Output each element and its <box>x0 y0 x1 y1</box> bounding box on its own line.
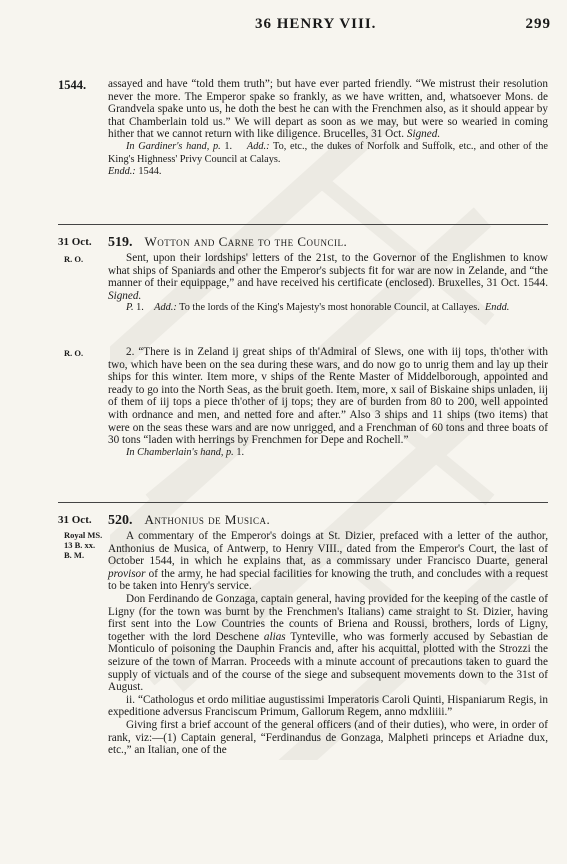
entry-520-body <box>108 530 548 757</box>
entry-519-sub-margin <box>58 348 83 358</box>
continuation-note: In Gardiner's hand, p. 1. Add.: To, etc., the dukes of Norfolk and Suffolk, etc., and other of the King's Highness' Privy Council at Calays. <box>108 140 549 165</box>
enclosure-note: In Chamberlain's hand, p. 1. <box>126 446 245 458</box>
continuation-body: assayed and have “told them truth”; but have ever parted friendly. “We mistrust their resolution never the more. The Emperor spake so frankly, as we have written, and, whatsoever Mons. de Grandvela spake unto us, he doth the best he can with the Frenchmen also, as it should appear by that Chamberlain told us.” We will depart as soon as we may, but were so wearied in coming hither that we cannot return with like diligence. Brucelles, 31 Oct. Signed. <box>108 78 548 141</box>
divider <box>58 224 548 225</box>
entry-number: 519. <box>108 235 133 250</box>
entry-520-margin <box>58 514 102 560</box>
entry-520-title <box>108 512 270 529</box>
entry-date: 31 Oct. <box>58 236 92 248</box>
running-header <box>0 16 567 36</box>
entry-520-para-1: A commentary of the Emperor's doings at St. Dizier, prefaced with a letter of the author, Anthonius de Musica, of Antwerp, to Henry VIII., dated from the Emperor's Court, the last of October 1544, in which he explains that, as a commissary under Francisco Duarte, general provisor of the army, he had special facilities for knowing the truth, and concludes with a request to be taken into Henry's service. <box>108 530 549 593</box>
entry-heading: Wotton and Carne to the Council. <box>144 234 348 249</box>
sub-source: R. O. <box>64 348 84 358</box>
entry-520-para-4: Giving first a brief account of the general officers (and of their duties), who were, in order of rank, viz:—(1) Captain general, “Ferdinandus de Gonzaga, Malpheti princeps et Ariadne dux, etc.,” an Italian, one of the <box>108 718 548 757</box>
continuation-endorsement: Endd.: 1544. <box>108 166 162 178</box>
divider <box>58 502 548 503</box>
entry-519-text: Sent, upon their lordships' letters of the 21st, to the Governor of the Englishmen to know what ships of Spaniards and other the Emperor's subjects fit for war are now in Zelande, and “the manner of their equippage,” and have received his certificate (enclosed). Bruxelles, 31 Oct. 1544. Signed. <box>108 252 548 302</box>
year-label: 1544. <box>58 78 87 92</box>
entry-source: R. O. <box>64 254 84 264</box>
entry-number: 520. <box>108 513 133 528</box>
entry-date: 31 Oct. <box>58 514 92 526</box>
source-line: 13 B. xx. <box>64 540 96 550</box>
entry-520-para-2: Don Ferdinando de Gonzaga, captain general, having provided for the keeping of the castle of Ligny (for the town was burnt by the Frenchmen's Italians) came straight to St. Dizier, having first sent into the Low Countries the counts of Briena and Roussi, brothers, lords of Ligny, together with the lord Deschene alias Tynteville, who was formerly accused by Sebastian de Monticulo of poisoning the Dauphin Francis and, after his acquittal, plotted with the Strozzi the seizure of the town of Marran. Proceeds with a minute account of precautions taken to guard the supply of victuals and of the course of the siege and subsequent movements down to the 31st of August. <box>108 592 548 694</box>
entry-heading: Anthonius de Musica. <box>144 512 271 527</box>
continuation-block <box>108 78 548 179</box>
enclosure-text: 2. “There is in Zeland ij great ships of th'Admiral of Slews, one with iij tops, th'other with two, which have been on the sea during these wars, and do now go to unrig them and lay up their ships for this winter. Item more, v ships of the Rente Master of Middelborough, appointed and ready to go into the North Seas, as the bruit goeth. Item, more, x sail of Biskaine ships unladen, iij of them of iij tops a piece th'other of ij tops; they are of burden from 80 to 200, well appointed with ordnance and men, and netted fore and after.” Also 3 ships and 11 ships (two items) that were on the seas these wars and are now unrigged, and a Frenchman of 60 tons and three boats of 30 tons “laden with herrings by Frenchmen for Depe and Rochell.” <box>108 346 548 447</box>
source-line: Royal MS. <box>64 530 103 540</box>
entry-520-para-3: ii. “Cathologus et ordo militiae augustissimi Imperatoris Caroli Quinti, Hispaniarum Regis, in expeditione adversus Franciscum Primum, Gallorum Regem, anno mdxliiii.” <box>108 693 548 719</box>
entry-519-margin <box>58 236 92 264</box>
page-number: 299 <box>525 16 551 32</box>
entry-519-enclosure <box>108 346 548 459</box>
entry-519-title <box>108 234 347 251</box>
running-title: 36 HENRY VIII. <box>255 16 377 32</box>
entry-519-body <box>108 252 548 315</box>
source-line: B. M. <box>64 550 85 560</box>
entry-519-note: P. 1. Add.: To the lords of the King's Majesty's most honorable Council, at Callayes. Endd. <box>126 302 510 314</box>
signed-mark: Signed. <box>406 128 441 141</box>
